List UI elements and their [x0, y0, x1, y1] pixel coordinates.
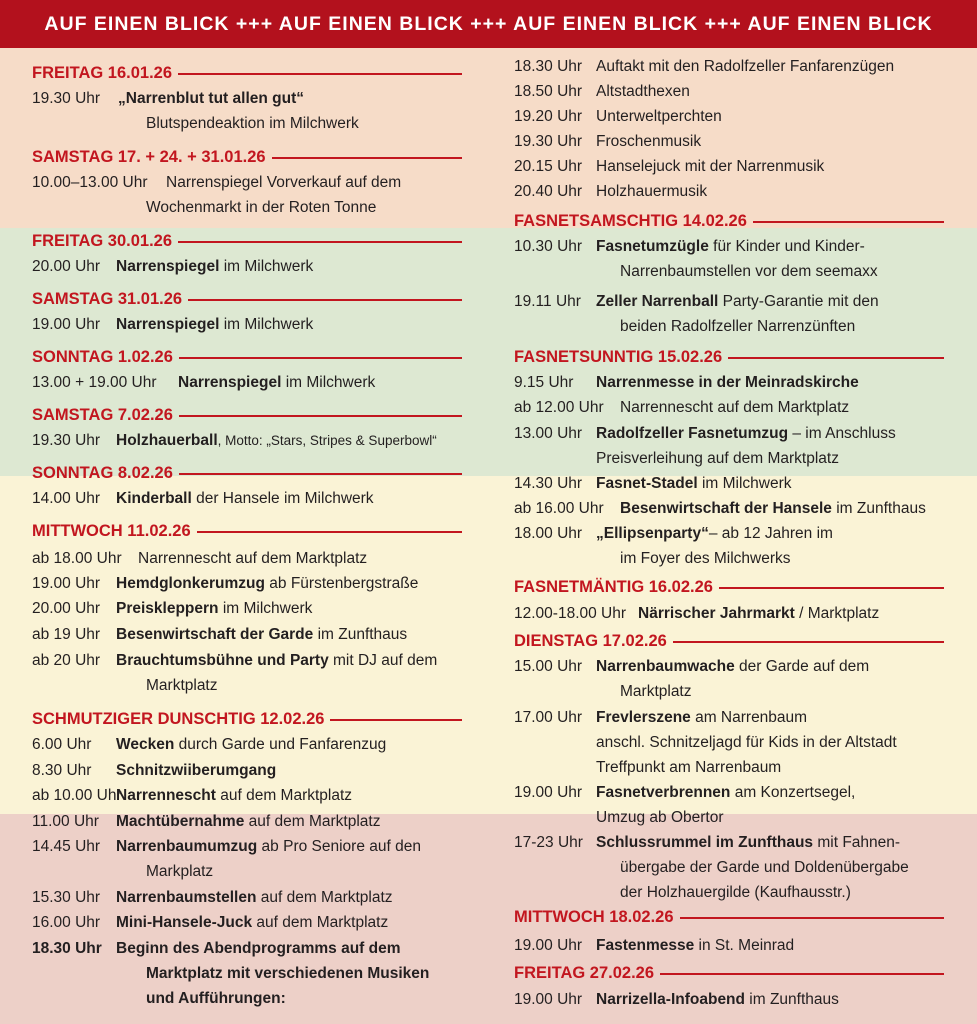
- date-heading-label: FREITAG 30.01.26: [32, 231, 173, 250]
- event-time: 14.45 Uhr: [32, 838, 101, 855]
- event-continuation: Marktplatz mit verschiedenen Musiken: [146, 965, 430, 982]
- date-heading: [32, 462, 462, 484]
- event-detail: – ab 12 Jahren im: [708, 525, 833, 542]
- date-heading-label: MITTWOCH 11.02.26: [32, 521, 191, 540]
- event-row: [514, 104, 722, 129]
- event-row: [32, 885, 393, 910]
- event-title: Narrizella-Infoabend: [596, 991, 745, 1008]
- date-heading-label: SCHMUTZIGER DUNSCHTIG 12.02.26: [32, 709, 325, 728]
- event-detail: ab Pro Seniore auf den: [257, 838, 421, 855]
- event-row: [32, 809, 380, 834]
- date-heading-rule: [197, 531, 462, 533]
- event-title: Kinderball: [116, 490, 192, 507]
- event-time: 19.00 Uhr: [32, 575, 101, 592]
- event-continuation: Marktplatz: [620, 683, 692, 700]
- event-detail: / Marktplatz: [794, 605, 880, 622]
- date-heading-rule: [330, 719, 462, 721]
- event-continuation: Markplatz: [146, 863, 214, 880]
- date-heading-rule: [179, 415, 462, 417]
- event-row: [32, 732, 386, 757]
- date-heading: [32, 288, 462, 310]
- date-heading-label: FASNETMÄNTIG 16.02.26: [514, 577, 713, 596]
- event-title: Preiskleppern: [116, 600, 219, 617]
- event-time: 14.30 Uhr: [514, 475, 583, 492]
- event-time: ab 18.00 Uhr: [32, 550, 122, 567]
- event-detail: , Motto: „Stars, Stripes & Superbowl“: [217, 433, 437, 448]
- event-row: [32, 648, 437, 673]
- event-row: [514, 830, 900, 855]
- event-time: 9.15 Uhr: [514, 374, 574, 391]
- event-detail: Holzhauermusik: [596, 183, 708, 200]
- event-detail: Party-Garantie mit den: [718, 293, 879, 310]
- event-detail: im Zunfthaus: [745, 991, 839, 1008]
- event-title: Machtübernahme: [116, 813, 245, 830]
- date-heading-rule: [178, 241, 462, 243]
- event-continuation: Wochenmarkt in der Roten Tonne: [146, 199, 377, 216]
- event-title: Narrenmesse in der Meinradskirche: [596, 374, 859, 391]
- date-heading-rule: [179, 473, 462, 475]
- event-detail: Narrennescht auf dem Marktplatz: [620, 399, 850, 416]
- event-row: [514, 705, 807, 730]
- event-title: Fasnetverbrennen: [596, 784, 731, 801]
- event-time: 10.00–13.00 Uhr: [32, 174, 148, 191]
- event-time: 19.00 Uhr: [514, 991, 583, 1008]
- date-heading-rule: [660, 973, 944, 975]
- event-time: 19.30 Uhr: [32, 432, 101, 449]
- event-title: Beginn des Abendprogramms auf dem: [116, 940, 401, 957]
- event-time: ab 12.00 Uhr: [514, 399, 604, 416]
- right-column: [490, 0, 977, 1024]
- event-time: 13.00 + 19.00 Uhr: [32, 374, 157, 391]
- date-heading-label: FASNETSUNNTIG 15.02.26: [514, 347, 723, 366]
- event-title: Radolfzeller Fasnetumzug: [596, 425, 789, 442]
- event-row: [514, 154, 824, 179]
- event-row: [514, 129, 701, 154]
- event-row: [32, 758, 276, 783]
- event-time: 10.30 Uhr: [514, 238, 583, 255]
- event-row: [32, 254, 313, 279]
- date-heading: [514, 210, 944, 232]
- event-detail: im Milchwerk: [697, 475, 792, 492]
- event-detail: mit Fahnen-: [813, 834, 901, 851]
- event-time: 18.00 Uhr: [514, 525, 583, 542]
- date-heading-label: SAMSTAG 31.01.26: [32, 289, 183, 308]
- event-detail: Narrenspiegel Vorverkauf auf dem: [166, 174, 402, 191]
- date-heading-label: SONNTAG 8.02.26: [32, 463, 173, 482]
- event-time: 14.00 Uhr: [32, 490, 101, 507]
- event-row: [32, 370, 375, 395]
- event-detail: ab Fürstenbergstraße: [264, 575, 419, 592]
- date-heading: [514, 962, 944, 984]
- event-row: [32, 910, 388, 935]
- date-heading-label: SAMSTAG 7.02.26: [32, 405, 173, 424]
- event-row: [514, 234, 865, 259]
- event-title: Zeller Narrenball: [596, 293, 719, 310]
- event-title: Hemdglonkerumzug: [116, 575, 265, 592]
- event-time: 20.00 Uhr: [32, 258, 101, 275]
- event-detail: der Garde auf dem: [734, 658, 870, 675]
- event-time: 19.30 Uhr: [32, 90, 101, 107]
- event-time: 19.00 Uhr: [514, 784, 583, 801]
- date-heading-rule: [272, 157, 462, 159]
- event-row: [32, 170, 401, 195]
- event-row: [514, 601, 879, 626]
- event-title: Narrenbaumumzug: [116, 838, 258, 855]
- date-heading-rule: [680, 917, 944, 919]
- date-heading-label: FREITAG 16.01.26: [32, 63, 173, 82]
- event-title: Narrenbaumstellen: [116, 889, 257, 906]
- date-heading: [32, 230, 462, 252]
- event-detail: im Milchwerk: [281, 374, 376, 391]
- event-title: Besenwirtschaft der Hansele: [620, 500, 832, 517]
- date-heading-rule: [753, 221, 944, 223]
- event-row: [32, 783, 352, 808]
- date-heading-rule: [728, 357, 944, 359]
- banner-title: AUF EINEN BLICK +++ AUF EINEN BLICK +++ AUF EINEN BLICK +++ AUF EINEN BLICK: [0, 0, 977, 48]
- event-row: [32, 86, 304, 111]
- event-time: 13.00 Uhr: [514, 425, 583, 442]
- date-heading-label: FREITAG 27.02.26: [514, 963, 655, 982]
- event-row: [514, 179, 707, 204]
- event-detail: Altstadthexen: [596, 83, 690, 100]
- date-heading: [32, 708, 462, 730]
- event-continuation: im Foyer des Milchwerks: [620, 550, 791, 567]
- event-time: 17-23 Uhr: [514, 834, 583, 851]
- event-row: [32, 486, 374, 511]
- event-time: 18.50 Uhr: [514, 83, 583, 100]
- event-continuation: Umzug ab Obertor: [596, 809, 724, 826]
- event-detail: im Milchwerk: [219, 258, 314, 275]
- event-title: Frevlerszene: [596, 709, 691, 726]
- date-heading-label: SONNTAG 1.02.26: [32, 347, 173, 366]
- event-row: [32, 622, 407, 647]
- event-time: 8.30 Uhr: [32, 762, 92, 779]
- event-title: Brauchtumsbühne und Party: [116, 652, 329, 669]
- date-heading-label: DIENSTAG 17.02.26: [514, 631, 667, 650]
- event-detail: im Milchwerk: [219, 316, 314, 333]
- date-heading: [32, 346, 462, 368]
- event-title: „Narrenblut tut allen gut“: [118, 90, 304, 107]
- event-continuation: der Holzhauergilde (Kaufhausstr.): [620, 884, 851, 901]
- event-detail: mit DJ auf dem: [328, 652, 438, 669]
- event-time: 11.00 Uhr: [32, 813, 99, 830]
- event-title: Fasnetumzügle: [596, 238, 709, 255]
- event-time: 19.11 Uhr: [514, 293, 581, 310]
- event-title: Narrenspiegel: [116, 316, 220, 333]
- date-heading-rule: [179, 357, 462, 359]
- event-row: [514, 521, 833, 546]
- event-continuation: Marktplatz: [146, 677, 218, 694]
- event-row: [32, 834, 421, 859]
- event-time: 19.20 Uhr: [514, 108, 583, 125]
- event-row: [32, 312, 313, 337]
- event-detail: auf dem Marktplatz: [215, 787, 353, 804]
- date-heading: [32, 520, 462, 542]
- event-continuation: Narrenbaumstellen vor dem seemaxx: [620, 263, 878, 280]
- event-title: Schnitzwiiberumgang: [116, 762, 277, 779]
- event-row: [514, 54, 894, 79]
- date-heading: [514, 346, 944, 368]
- event-title: Fastenmesse: [596, 937, 695, 954]
- event-title: Närrischer Jahrmarkt: [638, 605, 795, 622]
- event-continuation: anschl. Schnitzeljagd für Kids in der Altstadt: [596, 734, 897, 751]
- date-heading: [514, 576, 944, 598]
- event-detail: Auftakt mit den Radolfzeller Fanfarenzügen: [596, 58, 895, 75]
- event-title: Narrennescht: [116, 787, 216, 804]
- event-time: 20.00 Uhr: [32, 600, 101, 617]
- event-title: Narrenspiegel: [116, 258, 220, 275]
- event-title: Wecken: [116, 736, 175, 753]
- event-continuation: Treffpunkt am Narrenbaum: [596, 759, 782, 776]
- event-detail: im Zunfthaus: [831, 500, 926, 517]
- date-heading: [32, 62, 462, 84]
- event-detail: der Hansele im Milchwerk: [191, 490, 374, 507]
- event-continuation: Preisverleihung auf dem Marktplatz: [596, 450, 839, 467]
- event-detail: im Milchwerk: [218, 600, 313, 617]
- event-row: [32, 936, 401, 961]
- event-title: Narrenspiegel: [178, 374, 282, 391]
- event-time: 15.30 Uhr: [32, 889, 101, 906]
- event-time: ab 20 Uhr: [32, 652, 101, 669]
- event-time: 16.00 Uhr: [32, 914, 101, 931]
- event-detail: auf dem Marktplatz: [244, 813, 381, 830]
- event-row: [514, 289, 879, 314]
- event-title: Fasnet-Stadel: [596, 475, 698, 492]
- event-row: [514, 395, 849, 420]
- event-time: 20.15 Uhr: [514, 158, 583, 175]
- event-detail: in St. Meinrad: [694, 937, 795, 954]
- event-row: [32, 571, 418, 596]
- date-heading: [514, 906, 944, 928]
- event-row: [514, 79, 690, 104]
- event-time: 19.00 Uhr: [514, 937, 583, 954]
- date-heading-rule: [673, 641, 944, 643]
- event-detail: auf dem Marktplatz: [256, 889, 393, 906]
- event-continuation: und Aufführungen:: [146, 990, 286, 1007]
- event-title: „Ellipsenparty“: [596, 525, 709, 542]
- event-row: [514, 471, 792, 496]
- event-detail: am Konzertsegel,: [730, 784, 856, 801]
- date-heading: [32, 404, 462, 426]
- event-detail: durch Garde und Fanfarenzug: [174, 736, 387, 753]
- event-time: 15.00 Uhr: [514, 658, 583, 675]
- event-detail: Unterweltperchten: [596, 108, 722, 125]
- event-detail: Froschenmusik: [596, 133, 702, 150]
- event-time: ab 16.00 Uhr: [514, 500, 604, 517]
- event-detail: für Kinder und Kinder-: [708, 238, 865, 255]
- event-continuation: übergabe der Garde und Doldenübergabe: [620, 859, 909, 876]
- event-title: Mini-Hansele-Juck: [116, 914, 253, 931]
- date-heading-label: MITTWOCH 18.02.26: [514, 907, 674, 926]
- event-detail: – im Anschluss: [788, 425, 896, 442]
- event-time: 20.40 Uhr: [514, 183, 583, 200]
- date-heading-rule: [188, 299, 462, 301]
- event-row: [514, 933, 794, 958]
- event-time: 12.00-18.00 Uhr: [514, 605, 627, 622]
- event-row: [514, 496, 926, 521]
- event-row: [32, 596, 312, 621]
- event-continuation: beiden Radolfzeller Narrenzünften: [620, 318, 856, 335]
- event-time: ab 19 Uhr: [32, 626, 101, 643]
- date-heading-label: FASNETSAMSCHTIG 14.02.26: [514, 211, 747, 230]
- date-heading-rule: [178, 73, 462, 75]
- event-title: Holzhauerball: [116, 432, 218, 449]
- event-detail: am Narrenbaum: [690, 709, 808, 726]
- date-heading: [32, 146, 462, 168]
- date-heading: [514, 630, 944, 652]
- event-title: Narrenbaumwache: [596, 658, 735, 675]
- event-time: ab 10.00 Uhr: [32, 787, 122, 804]
- event-time: 19.00 Uhr: [32, 316, 101, 333]
- event-time: 17.00 Uhr: [514, 709, 583, 726]
- date-heading-label: SAMSTAG 17. + 24. + 31.01.26: [32, 147, 266, 166]
- event-row: [514, 987, 839, 1012]
- date-heading-rule: [719, 587, 944, 589]
- event-row: [32, 546, 367, 571]
- event-title: Besenwirtschaft der Garde: [116, 626, 314, 643]
- event-continuation: Blutspendeaktion im Milchwerk: [146, 115, 359, 132]
- event-row: [514, 370, 859, 395]
- event-row: [514, 421, 896, 446]
- event-row: [514, 654, 869, 679]
- event-row: [514, 780, 855, 805]
- event-time: 18.30 Uhr: [514, 58, 583, 75]
- event-time: 19.30 Uhr: [514, 133, 583, 150]
- event-time: 6.00 Uhr: [32, 736, 92, 753]
- event-detail: im Zunfthaus: [313, 626, 408, 643]
- event-time: 18.30 Uhr: [32, 940, 102, 957]
- event-row: [32, 428, 437, 453]
- event-detail: Hanselejuck mit der Narrenmusik: [596, 158, 825, 175]
- event-title: Schlussrummel im Zunfthaus: [596, 834, 814, 851]
- event-detail: auf dem Marktplatz: [252, 914, 389, 931]
- event-detail: Narrennescht auf dem Marktplatz: [138, 550, 368, 567]
